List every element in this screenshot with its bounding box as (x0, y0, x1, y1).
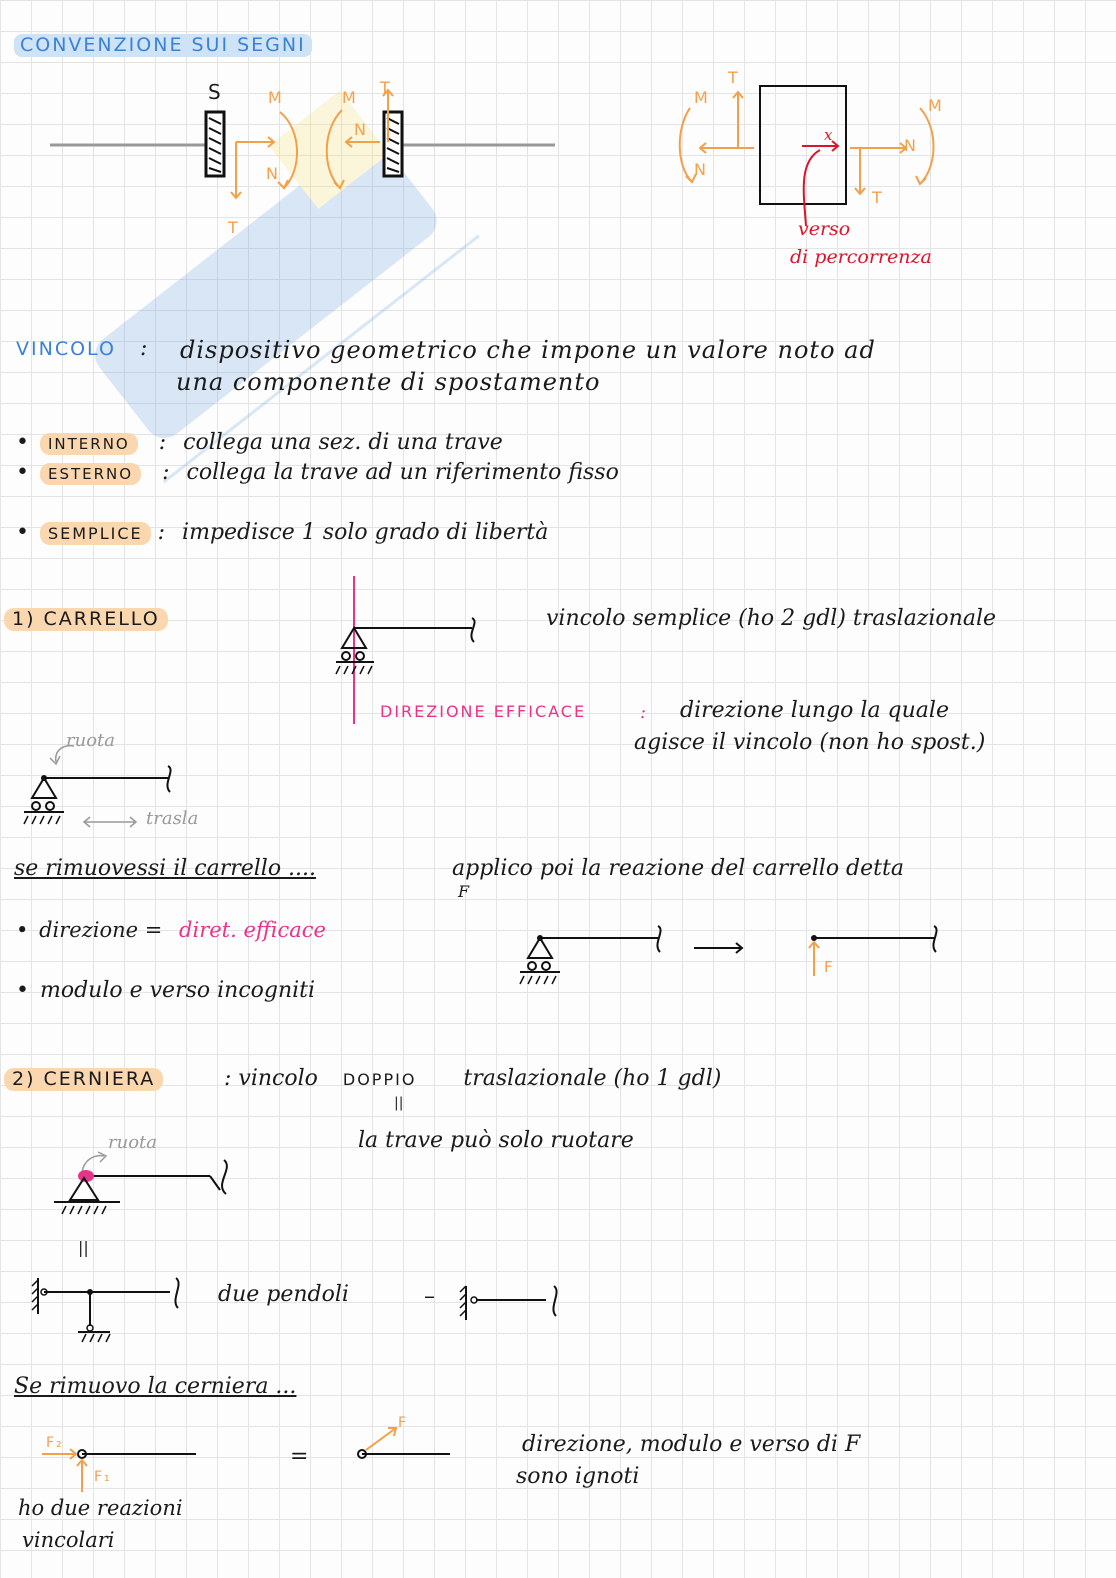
label-n-right: N (354, 120, 368, 139)
direzione-bullet-value: diret. efficace (179, 918, 326, 942)
label-m-el-right: M (928, 96, 944, 115)
interno-label: INTERNO (40, 433, 138, 455)
cerniera-text-part1: : vincolo (224, 1066, 318, 1091)
f-resultant-label: F (398, 1415, 409, 1431)
carrello-force-label: F (824, 958, 835, 976)
label-m-el-left: M (694, 88, 710, 107)
semplice-text: impedisce 1 solo grado di libertà (182, 520, 549, 545)
label-m-right: M (342, 88, 358, 107)
semplice-label: SEMPLICE (40, 522, 151, 545)
carrello-description: vincolo semplice (ho 2 gdl) traslazionale (546, 606, 997, 631)
efficace-text-line1: direzione lungo la quale (680, 698, 949, 723)
label-x-axis: x (824, 126, 833, 144)
label-t-el-left: T (728, 68, 740, 87)
label-n-el-left: N (694, 160, 708, 179)
equals-sign: = (290, 1444, 309, 1469)
carrello-applico-f: F (458, 882, 470, 901)
trasla-label: trasla (146, 808, 199, 829)
carrello-motion-diagram (20, 740, 240, 840)
carrello-reaction-diagram (510, 920, 950, 1000)
two-reactions-line1: ho due reazioni (18, 1496, 183, 1520)
two-reactions-line2: vincolari (22, 1528, 115, 1552)
label-m-left: M (268, 88, 284, 107)
two-pendulums-diagram (30, 1270, 200, 1350)
label-t-left: T (228, 218, 240, 237)
vincolo-colon: : (140, 336, 148, 361)
carrello-remove-intro: se rimuovessi il carrello .... (14, 856, 317, 881)
direction-note-line1: verso (798, 218, 851, 240)
modulo-bullet (16, 980, 315, 1002)
direzione-bullet-prefix: direzione = (39, 918, 163, 942)
cerniera-equals-mark: || (394, 1095, 404, 1111)
sign-convention-beam-diagram (40, 70, 580, 250)
interno-text: collega una sez. di una trave (183, 430, 503, 455)
pendoli-dash: – (424, 1284, 435, 1309)
direction-note-line2: di percorrenza (790, 246, 932, 268)
f2-label: F₂ (46, 1435, 64, 1451)
cerniera-result-line1: direzione, modulo e verso di F (522, 1432, 861, 1457)
label-n-el-right: N (904, 136, 918, 155)
ruota-label: ruota (66, 730, 115, 751)
cerniera-ruota-label: ruota (108, 1132, 157, 1153)
semplice-row: • SEMPLICE : impedisce 1 solo grado di libertà (16, 522, 548, 544)
efficace-text-line2: agisce il vincolo (non ho spost.) (634, 730, 986, 755)
vincolo-term: VINCOLO (16, 338, 116, 360)
carrello-heading: 1) CARRELLO (4, 608, 168, 631)
cerniera-text-part2: traslazionale (ho 1 gdl) (463, 1066, 722, 1091)
f1-label: F₁ (94, 1469, 112, 1485)
label-n-left: N (266, 164, 280, 183)
esterno-label: ESTERNO (40, 463, 141, 485)
direzione-efficace-label: DIREZIONE EFFICACE (380, 702, 587, 721)
cerniera-result-line2: sono ignoti (516, 1464, 640, 1489)
esterno-text: collega la trave ad un riferimento fisso (186, 460, 619, 485)
carrello-applico-text: applico poi la reazione del carrello detta (452, 856, 904, 881)
vincolo-definition-line2: una componente di spostamento (176, 368, 601, 396)
page-title: CONVENZIONE SUI SEGNI (14, 34, 312, 57)
efficace-colon: : (640, 702, 647, 723)
section-label: S (208, 80, 223, 104)
cerniera-heading: 2) CERNIERA (4, 1068, 163, 1091)
due-pendoli-text: due pendoli (218, 1282, 349, 1307)
label-t-right: T (380, 78, 392, 97)
cerniera-remove-intro: Se rimuovo la cerniera ... (14, 1374, 297, 1399)
vincolo-definition-line1: dispositivo geometrico che impone un valore noto ad (180, 336, 876, 364)
esterno-row: • ESTERNO : collega la trave ad un riferimento fisso (16, 462, 619, 484)
cerniera-equivalent-diagram (456, 1280, 576, 1330)
label-t-el-right: T (872, 188, 884, 207)
cerniera-equals-mark2: || (78, 1238, 89, 1257)
cerniera-doppio: DOPPIO (342, 1070, 417, 1089)
cerniera-diagram (50, 1150, 250, 1220)
modulo-bullet-text: modulo e verso incogniti (39, 978, 316, 1003)
interno-row: • INTERNO : collega una sez. di una trave (16, 432, 503, 454)
cerniera-description (224, 1068, 721, 1090)
direzione-bullet (16, 920, 326, 941)
cerniera-moves: la trave può solo ruotare (358, 1128, 634, 1153)
